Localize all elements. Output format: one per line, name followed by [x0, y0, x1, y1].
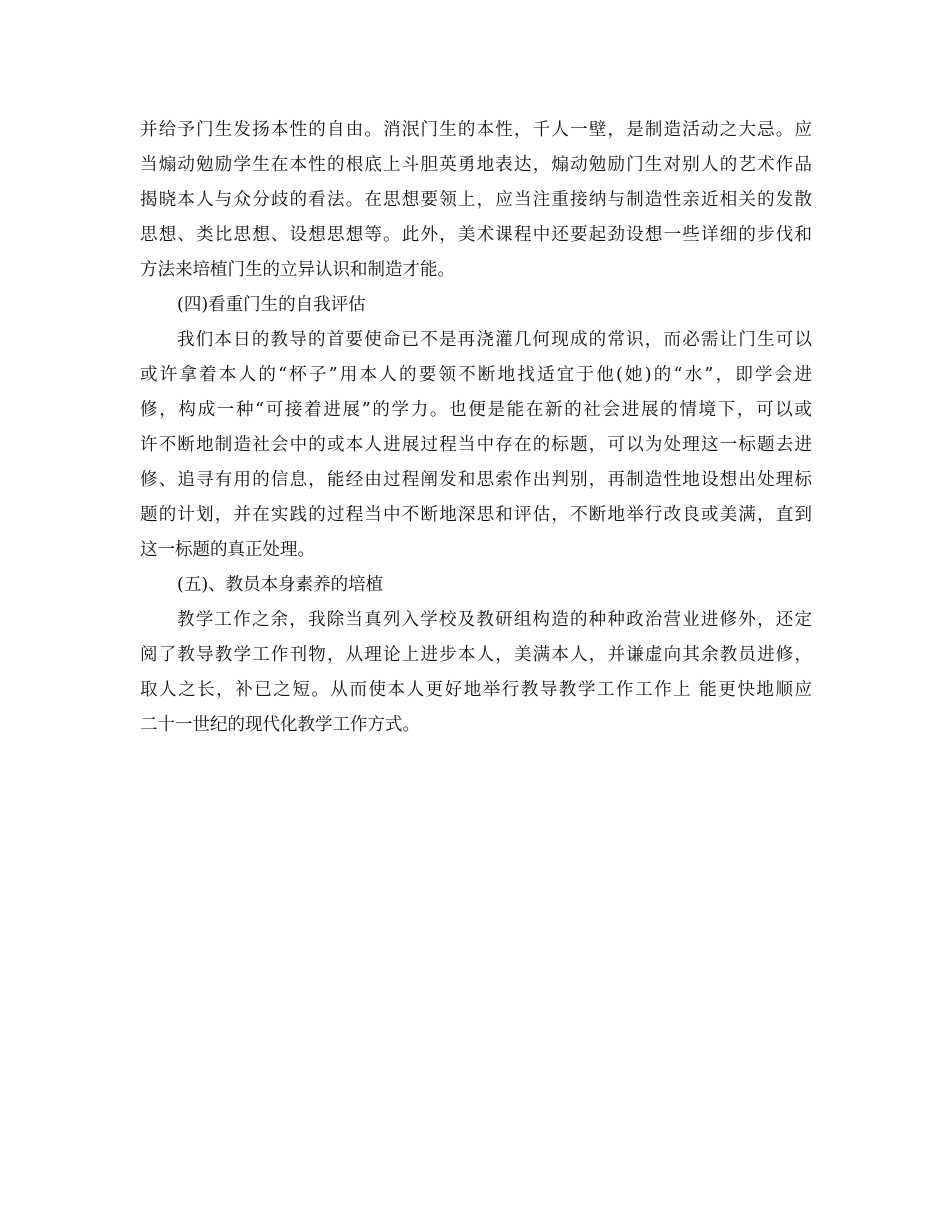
text-line: 揭晓本人与众分歧的看法。在思想要领上，应当注重接纳与制造性亲近相关的发散	[140, 190, 812, 210]
text-line: 二十一世纪的现代化教学工作方式。	[140, 715, 420, 735]
section-heading-4: (四)看重门生的自我评估	[177, 295, 366, 315]
text-line: 取人之长，补已之短。从而使本人更好地举行教导教学工作工作上 能更快地顺应	[140, 680, 812, 700]
text-line: 或许拿着本人的“杯子”用本人的要领不断地找适宜于他(她)的“水”，即学会进	[140, 365, 812, 385]
text-line: 并给予门生发扬本性的自由。消泯门生的本性，千人一壁，是制造活动之大忌。应	[140, 120, 812, 140]
text-line: 教学工作之余，我除当真列入学校及教研组构造的种种政治营业进修外，还定	[177, 610, 812, 630]
text-line: 方法来培植门生的立异认识和制造才能。	[140, 260, 455, 280]
text-line: 当煽动勉励学生在本性的根底上斗胆英勇地表达，煽动勉励门生对别人的艺术作品	[140, 155, 812, 175]
text-line: 这一标题的真正处理。	[140, 540, 315, 560]
body-text	[140, 113, 812, 743]
text-line: 阅了教导教学工作刊物，从理论上进步本人，美满本人，并谦虚向其余教员进修，	[140, 645, 812, 665]
text-line: 许不断地制造社会中的或本人进展过程当中存在的标题，可以为处理这一标题去进	[140, 435, 812, 455]
text-line: 修、追寻有用的信息，能经由过程阐发和思索作出判别，再制造性地设想出处理标	[140, 470, 812, 490]
text-line: 题的计划，并在实践的过程当中不断地深思和评估，不断地举行改良或美满，直到	[140, 505, 812, 525]
text-line: 我们本日的教导的首要使命已不是再浇灌几何现成的常识，而必需让门生可以	[177, 330, 812, 350]
text-line: 思想、类比思想、设想思想等。此外，美术课程中还要起劲设想一些详细的步伐和	[140, 225, 812, 245]
section-heading-5: (五)、教员本身素养的培植	[177, 575, 384, 595]
text-line: 修，构成一种“可接着进展”的学力。也便是能在新的社会进展的情境下，可以或	[140, 400, 812, 420]
